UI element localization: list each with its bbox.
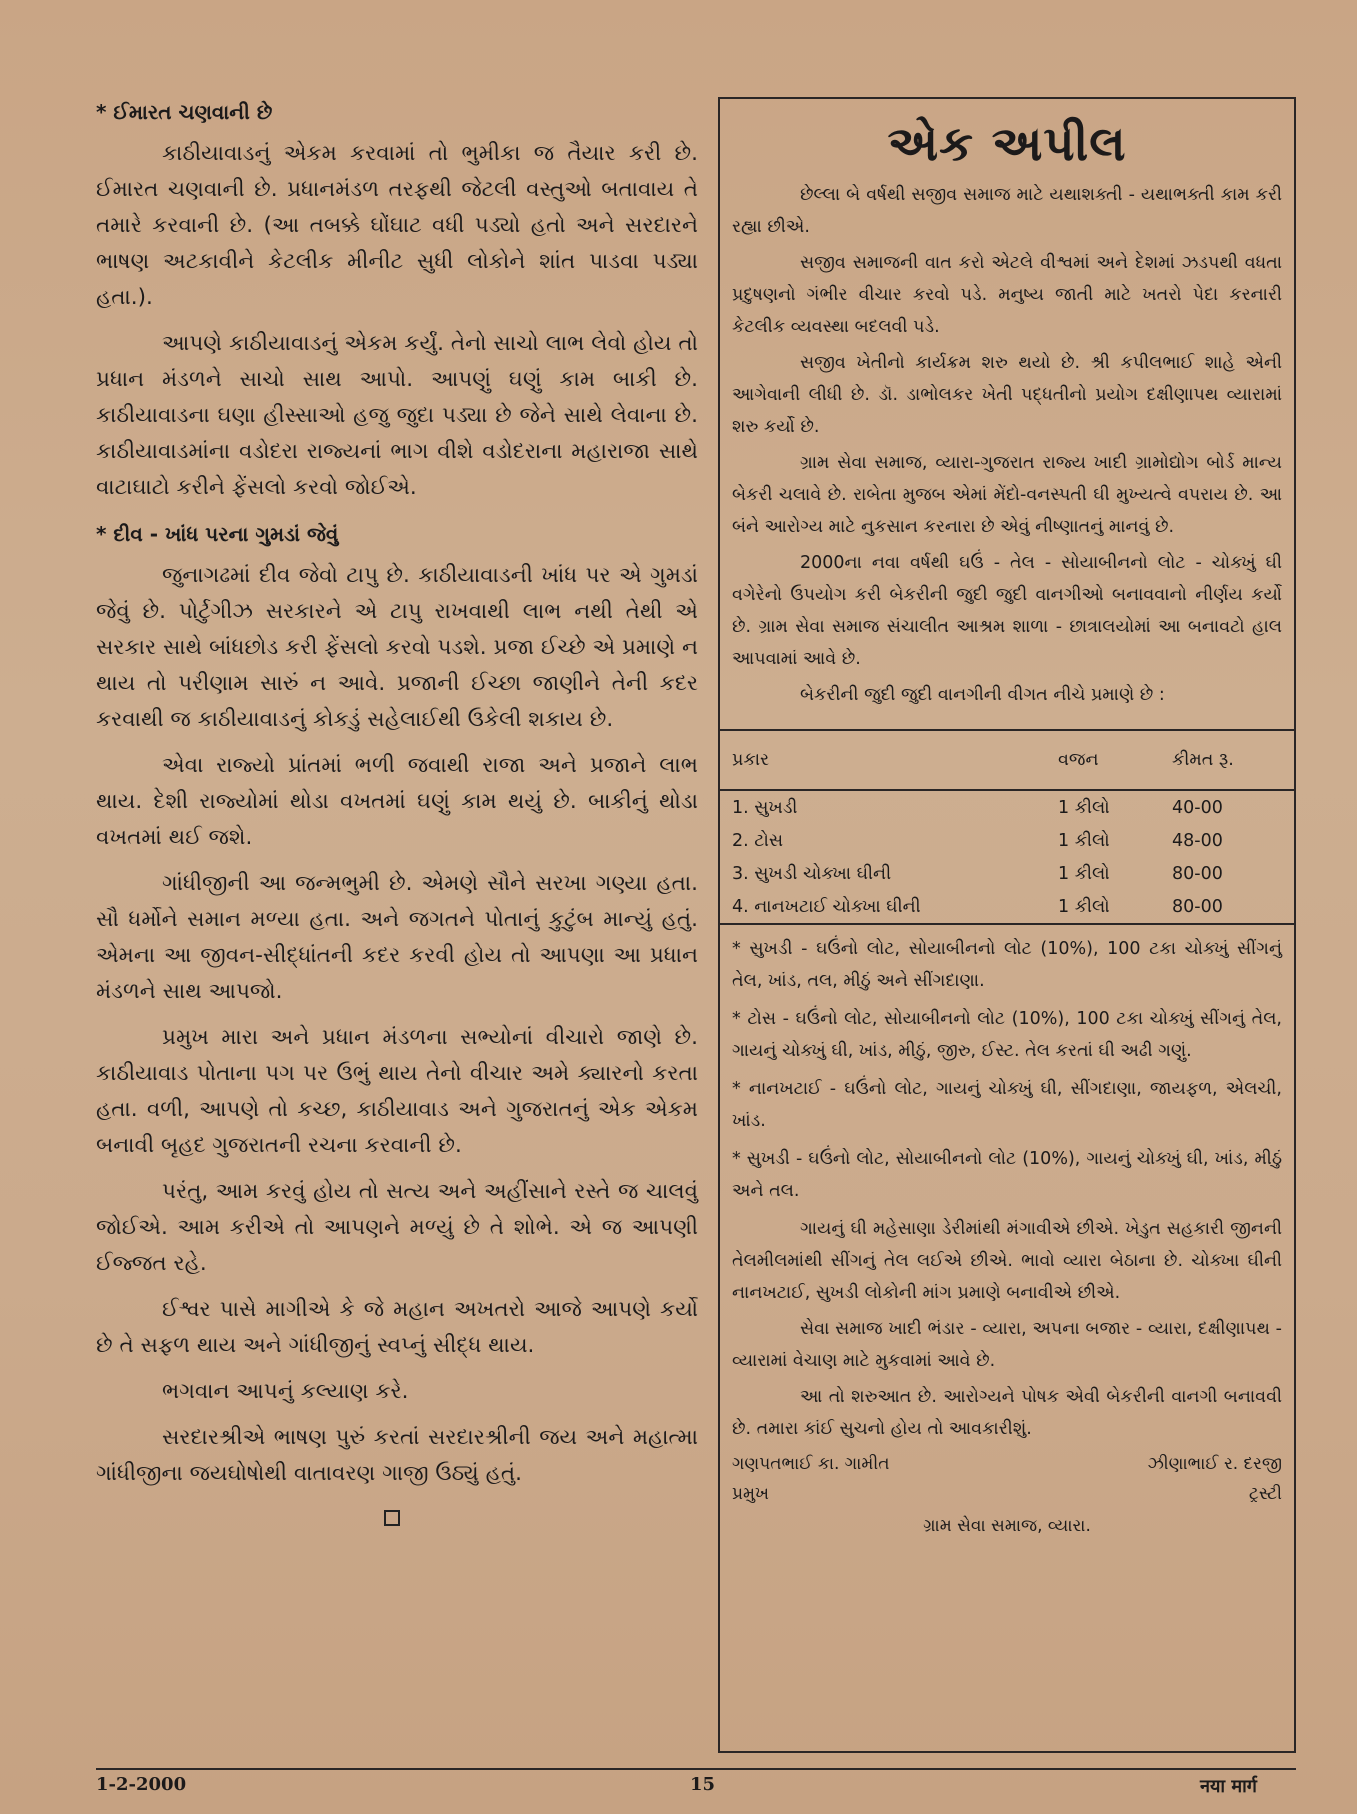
paragraph: પ્રમુખ મારા અને પ્રધાન મંડળના સભ્યોનાં વીચારો જાણે છે. કાઠીયાવાડ પોતાના પગ પર ઉભું થાય તેનો વીચાર અમે ક્યારનો કરતા હતા. વળી, આપણે તો કચ્છ, કાઠીયાવાડ અને ગુજરાતનું એક એકમ બનાવી બૃહદ ગુજરાતની રચના કરવાની છે. <box>96 1025 698 1158</box>
paragraph: છેલ્લા બે વર્ષથી સજીવ સમાજ માટે યથાશક્તી - યથાભક્તી કામ કરી રહ્યા છીએ. <box>732 185 1282 237</box>
paragraph: સજીવ સમાજની વાત કરો એટલે વીશ્વમાં અને દેશમાં ઝડપથી વધતા પ્રદુષણનો ગંભીર વીચાર કરવો પડે. મનુષ્ય જાતી માટે ખતરો પેદા કરનારી કેટલીક વ્યવસ્થા બદલવી પડે. <box>732 253 1282 337</box>
table-header-price: કીમત રૂ. <box>1172 750 1234 770</box>
table-header-row <box>720 731 1294 790</box>
paragraph: સેવા સમાજ ખાદી ભંડાર - વ્યારા, અપના બજાર - વ્યારા, દક્ષીણાપથ - વ્યારામાં વેચાણ માટે મુકવામાં આવે છે. <box>732 1319 1282 1371</box>
table-cell: 48-00 <box>1172 830 1223 851</box>
paragraph: ભગવાન આપનું કલ્યાણ કરે. <box>162 1379 409 1404</box>
signatory-left-role: પ્રમુખ <box>732 1484 770 1504</box>
publication-name: नया मार्ग <box>1200 1776 1257 1797</box>
paragraph: ગ્રામ સેવા સમાજ, વ્યારા-ગુજરાત રાજ્ય ખાદી ગ્રામોદ્યોગ બોર્ડ માન્ય બેકરી ચલાવે છે. રાબેતા મુજબ એમાં મેંદો-વનસ્પતી ઘી મુખ્યત્વે વપરાય છે. આ બંને આરોગ્ય માટે નુકસાન કરનારા છે એવું નીષ્ણાતનું માનવું છે. <box>732 453 1282 537</box>
table-row <box>720 790 1294 824</box>
paragraph: જુનાગઢમાં દીવ જેવો ટાપુ છે. કાઠીયાવાડની ખાંધ પર એ ગુમડાં જેવું છે. પોર્ટુગીઝ સરકારને એ ટાપુ રાખવાથી લાભ નથી તેથી એ સરકાર સાથે બાંધછોડ કરી ફેંસલો કરવો પડશે. પ્રજા ઈચ્છે એ પ્રમાણે ન થાય તો પરીણામ સારું ન આવે. પ્રજાની ઈચ્છા જાણીને તેની કદર કરવાથી જ કાઠીયાવાડનું કોકડું સહેલાઈથી ઉકેલી શકાય છે. <box>96 563 698 732</box>
table-cell: 1 કીલો <box>1058 830 1110 851</box>
table-cell: 2. ટોસ <box>732 830 783 851</box>
ingredient-note: * નાનખટાઈ - ઘઉંનો લોટ, ગાયનું ચોક્ખું ઘી, સીંગદાણા, જાયફળ, એલચી, ખાંડ. <box>732 1079 1282 1131</box>
table-cell: 1 કીલો <box>1058 863 1110 884</box>
signatory-right-name: ઝીણાભાઈ ર. દરજી <box>1147 1454 1282 1474</box>
appeal-title: એક અપીલ <box>887 116 1127 172</box>
price-table <box>720 729 1294 925</box>
ingredient-note: * ટોસ - ઘઉંનો લોટ, સોયાબીનનો લોટ (10%), 100 ટકા ચોક્ખું સીંગનું તેલ, ગાયનું ચોક્ખું ઘી, ખાંડ, મીઠું, જીરુ, ઈસ્ટ. તેલ કરતાં ઘી અઢી ગણું. <box>732 1009 1282 1061</box>
signatory-left-name: ગણપતભાઈ કા. ગામીત <box>732 1454 890 1474</box>
section-heading: * ઈમારત ચણવાની છે <box>96 100 273 124</box>
paragraph: આપણે કાઠીયાવાડનું એકમ કર્યું. તેનો સાચો લાભ લેવો હોય તો પ્રધાન મંડળને સાચો સાથ આપો. આપણું ઘણું કામ બાકી છે. કાઠીયાવાડના ઘણા હીસ્સાઓ હજુ જુદા પડ્યા છે જેને સાથે લેવાના છે. કાઠીયાવાડમાંના વડોદરા રાજ્યનાં ભાગ વીશે વડોદરાના મહારાજા સાથે વાટાઘાટો કરીને ફેંસલો કરવો જોઈએ. <box>96 331 698 500</box>
table-cell: 1 કીલો <box>1058 896 1110 917</box>
table-cell: 3. સુખડી ચોક્ખા ઘીની <box>732 863 892 884</box>
table-row <box>720 890 1294 923</box>
table-header-type: પ્રકાર <box>732 750 770 770</box>
end-of-article-mark <box>384 1510 400 1526</box>
signature-roles <box>732 1479 1282 1509</box>
ingredient-note: * સુખડી - ઘઉંનો લોટ, સોયાબીનનો લોટ (10%), 100 ટકા ચોક્ખું સીંગનું તેલ, ખાંડ, તલ, મીઠું અને સીંગદાણા. <box>732 939 1282 991</box>
footer-date: 1-2-2000 <box>96 1774 187 1795</box>
section-heading: * દીવ - ખાંધ પરના ગુમડાં જેવું <box>96 522 339 546</box>
paragraph: 2000ના નવા વર્ષથી ઘઉં - તેલ - સોયાબીનનો લોટ - ચોક્ખું ઘી વગેરેનો ઉપયોગ કરી બેકરીની જુદી જુદી વાનગીઓ બનાવવાનો નીર્ણય કર્યો છે. ગ્રામ સેવા સમાજ સંચાલીત આશ્રમ શાળા - છાત્રાલયોમાં આ બનાવટો હાલ આપવામાં આવે છે. <box>732 553 1282 669</box>
signatory-right-role: ટ્રસ્ટી <box>1248 1484 1282 1504</box>
left-column <box>96 90 698 1538</box>
table-cell: 80-00 <box>1172 896 1223 917</box>
table-row <box>720 824 1294 857</box>
table-header-weight: વજન <box>1058 750 1099 770</box>
appeal-box <box>718 97 1296 1753</box>
table-cell: 80-00 <box>1172 863 1223 884</box>
paragraph: પરંતુ, આમ કરવું હોય તો સત્ય અને અહીંસાને રસ્તે જ ચાલવું જોઈએ. આમ કરીએ તો આપણને મળ્યું છે તે શોભે. એ જ આપણી ઈજ્જત રહે. <box>96 1179 698 1276</box>
ingredient-note: * સુખડી - ઘઉંનો લોટ, સોયાબીનનો લોટ (10%), ગાયનું ચોક્ખું ઘી, ખાંડ, મીઠું અને તલ. <box>732 1149 1282 1201</box>
table-cell: 1 કીલો <box>1058 797 1110 818</box>
table-cell: 4. નાનખટાઈ ચોક્ખા ઘીની <box>732 896 921 917</box>
paragraph: ગાંધીજીની આ જન્મભુમી છે. એમણે સૌને સરખા ગણ્યા હતા. સૌ ધર્મોને સમાન મળ્યા હતા. અને જગતને પોતાનું કુટુંબ માન્યું હતું. એમના આ જીવન-સીદ્ધાંતની કદર કરવી હોય તો આપણા આ પ્રધાન મંડળને સાથ આપજો. <box>96 871 698 1004</box>
footer-divider <box>96 1768 1296 1770</box>
paragraph: સરદારશ્રીએ ભાષણ પુરું કરતાં સરદારશ્રીની જય અને મહાત્મા ગાંધીજીના જયઘોષોથી વાતાવરણ ગાજી ઉઠ્યું હતું. <box>96 1425 698 1486</box>
paragraph: આ તો શરુઆત છે. આરોગ્યને પોષક એવી બેકરીની વાનગી બનાવવી છે. તમારા કાંઈ સુચનો હોય તો આવકારીશું. <box>732 1387 1282 1439</box>
table-cell: 40-00 <box>1172 797 1223 818</box>
paragraph: એવા રાજ્યો પ્રાંતમાં ભળી જવાથી રાજા અને પ્રજાને લાભ થાય. દેશી રાજ્યોમાં થોડા વખતમાં ઘણું કામ થયું છે. બાકીનું થોડા વખતમાં થઈ જશે. <box>96 753 698 850</box>
table-cell: 1. સુખડી <box>732 797 798 818</box>
paragraph: ઈશ્વર પાસે માગીએ કે જે મહાન અખતરો આજે આપણે કર્યો છે તે સફળ થાય અને ગાંધીજીનું સ્વપ્નું સીદ્ધ થાય. <box>96 1297 698 1358</box>
paragraph: કાઠીયાવાડનું એકમ કરવામાં તો ભુમીકા જ તૈયાર કરી છે. ઈમારત ચણવાની છે. પ્રધાનમંડળ તરફથી જેટલી વસ્તુઓ બતાવાય તે તમારે કરવાની છે. (આ તબક્કે ઘોંઘાટ વધી પડ્યો હતો અને સરદારને ભાષણ અટકાવીને કેટલીક મીનીટ સુધી લોકોને શાંત પાડવા પડ્યા હતા.). <box>96 141 698 310</box>
paragraph: ગાયનું ઘી મહેસાણા ડેરીમાંથી મંગાવીએ છીએ. ખેડુત સહકારી જીનની તેલમીલમાંથી સીંગનું તેલ લઈએ છીએ. ભાવો વ્યારા બેઠાના છે. ચોક્ખા ઘીની નાનખટાઈ, સુખડી લોકોની માંગ પ્રમાણે બનાવીએ છીએ. <box>732 1219 1282 1303</box>
signature-organization: ગ્રામ સેવા સમાજ, વ્યારા. <box>923 1516 1091 1536</box>
signature-names <box>732 1449 1282 1479</box>
table-row <box>720 857 1294 890</box>
paragraph: સજીવ ખેતીનો કાર્યક્રમ શરુ થયો છે. શ્રી કપીલભાઈ શાહે એની આગેવાની લીધી છે. ડૉ. ડાભોલકર ખેતી પદ્ધતીનો પ્રયોગ દક્ષીણાપથ વ્યારામાં શરુ કર્યો છે. <box>732 353 1282 437</box>
ingredient-notes <box>720 925 1294 1541</box>
paragraph: બેકરીની જુદી જુદી વાનગીની વીગત નીચે પ્રમાણે છે : <box>800 685 1165 705</box>
page-number: 15 <box>690 1774 716 1795</box>
appeal-body <box>720 179 1294 711</box>
